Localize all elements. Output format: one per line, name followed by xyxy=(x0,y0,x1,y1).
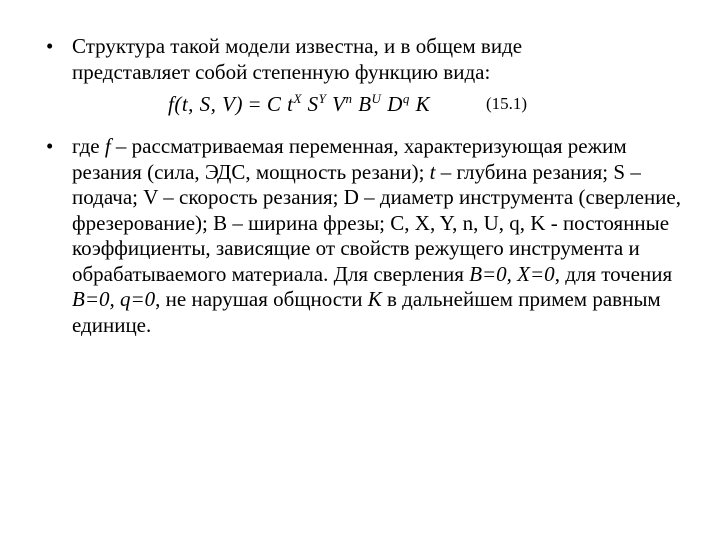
def-part-3: – глубина резания; S – подача; V – скорость резания; D – диаметр инструмента (сверление, фрезерование); В – ширина фрезы; С, X, Y, n, U, q, K - постоянные коэффициенты, зависящие от свойств режущего инструмента и обрабатываемого материала. Для сверления xyxy=(72,159,681,286)
bullet-structure-line-1: Структура такой модели известна, и в общем виде xyxy=(72,34,523,58)
formula-exp-y: Y xyxy=(318,91,327,106)
def-part-2: – рассматриваемая переменная, характеризующая режим резания (сила, ЭДС, мощность резани); xyxy=(72,134,627,184)
bullet-definitions-text xyxy=(72,134,686,338)
bullet-structure-text xyxy=(72,34,686,85)
formula-exp-x: X xyxy=(293,91,302,106)
def-t: t xyxy=(429,159,436,184)
def-part-5: , не нарушая общности xyxy=(155,287,368,311)
formula-exp-u: U xyxy=(371,91,382,106)
bullet-structure xyxy=(46,34,686,85)
bullet-marker: • xyxy=(46,134,54,158)
bullet-definitions xyxy=(46,134,686,338)
formula-b: B xyxy=(352,92,372,116)
formula-c: C xyxy=(266,92,288,116)
formula-args: (t, S, V) xyxy=(174,92,243,116)
formula-s: S xyxy=(301,92,319,116)
def-drilling-condition: B=0, X=0 xyxy=(469,261,555,286)
formula-k: K xyxy=(409,92,431,116)
def-part-6: в дальнейшем примем равным единице. xyxy=(72,287,661,337)
formula-exp-n: n xyxy=(345,91,353,106)
def-part-1: где xyxy=(72,134,105,158)
def-f: f xyxy=(104,134,111,158)
def-turning-condition: B=0, q=0 xyxy=(72,287,156,311)
formula-d: D xyxy=(381,92,403,116)
bullet-structure-line-2: представляет собой степенную функцию вида: xyxy=(72,59,491,84)
formula-row xyxy=(168,92,588,122)
formula-t: t xyxy=(287,92,294,116)
bullet-marker: • xyxy=(46,34,54,58)
formula-f: f xyxy=(168,92,175,116)
def-k: К xyxy=(367,287,382,311)
formula-v: V xyxy=(326,92,346,116)
formula-exp-q: q xyxy=(402,91,410,106)
power-function-formula xyxy=(168,92,430,117)
equation-number: (15.1) xyxy=(486,94,528,113)
formula-equals: = xyxy=(243,92,267,116)
def-part-4: , для точения xyxy=(554,261,673,286)
